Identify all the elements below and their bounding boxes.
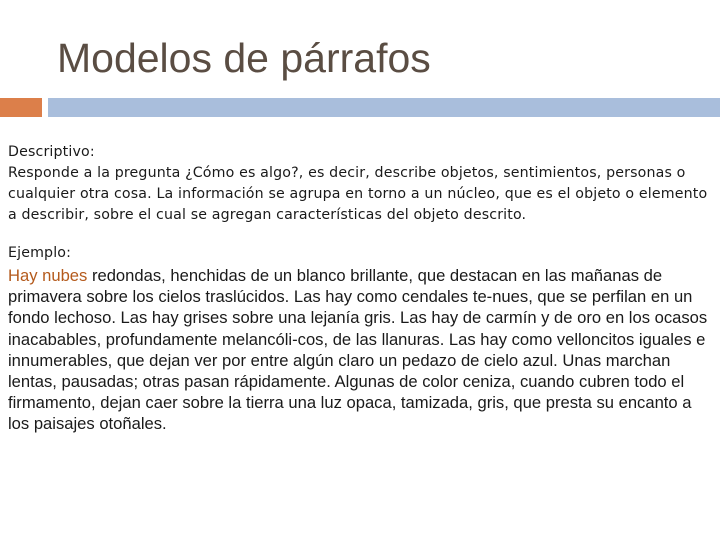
accent-square	[0, 98, 42, 117]
descriptive-text: Responde a la pregunta ¿Cómo es algo?, es decir, describe objetos, sentimientos, personas o cualquier otra cosa. La información se agrupa en torno a un núcleo, que es el objeto o elemento a describir, sobre el cual se agregan características del objeto descrito.	[8, 165, 708, 223]
slide-title: Modelos de párrafos	[57, 35, 431, 81]
example-heading: Ejemplo:	[8, 245, 72, 261]
example-highlight: Hay nubes	[8, 266, 88, 285]
descriptive-heading: Descriptivo:	[8, 144, 95, 160]
accent-bar	[48, 98, 720, 117]
example-text: redondas, henchidas de un blanco brillante, que destacan en las mañanas de primavera sobre los cielos traslúcidos. Las hay como cendales te-nues, que se perfilan en un fondo lechoso. Las hay grises sobre una lejanía gris. Las hay de carmín y de oro en los ocasos inacabables, profundamente melancóli-cos, de las llanuras. Las hay como velloncitos iguales e innumerables, que dejan ver por entre algún claro un pedazo de cielo azul. Unas marchan lentas, pausadas; otras pasan rápidamente. Algunas de color ceniza, cuando cubren todo el firmamento, dejan caer sobre la tierra una luz opaca, tamizada, gris, que presta su encanto a los paisajes otoñales.	[8, 266, 708, 434]
example-paragraph	[8, 243, 710, 435]
